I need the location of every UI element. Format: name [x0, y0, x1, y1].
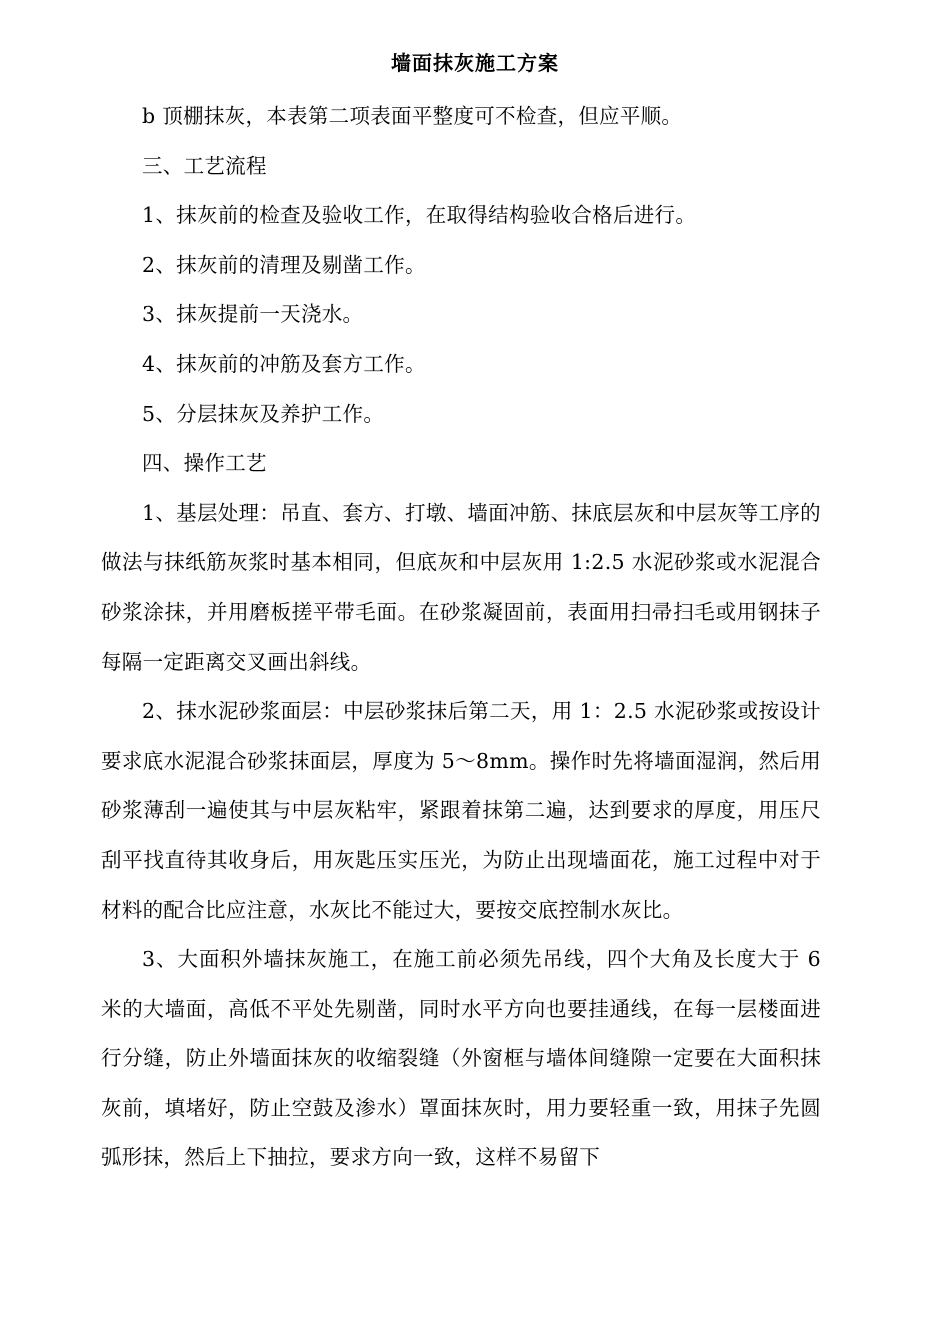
paragraph-ceiling-note: b 顶棚抹灰，本表第二项表面平整度可不检查，但应平顺。 — [142, 104, 683, 128]
process-step-3: 3、抹灰提前一天浇水。 — [142, 302, 364, 327]
section-heading-operation: 四、操作工艺 — [142, 451, 267, 476]
operation-paragraph-3: 3、大面积外墙抹灰施工，在施工前必须先吊线，四个大角及长度大于 6 米的大墙面，高低不平处先剔凿，同时水平方向也要挂通线，在每一层楼面进行分缝，防止外墙面抹灰的收缩裂缝（外窗框与墙体间缝隙一定要在大面积抹灰前，填堵好，防止空鼓及渗水）罩面抹灰时，用力要轻重一致，用抹子先圆弧形抹，然后上下抽拉，要求方向一致，这样不易留下 — [101, 947, 821, 1170]
process-step-5: 5、分层抹灰及养护工作。 — [142, 401, 385, 426]
process-step-4: 4、抹灰前的冲筋及套方工作。 — [142, 351, 426, 376]
operation-paragraph-1: 1、基层处理：吊直、套方、打墩、墙面冲筋、抹底层灰和中层灰等工序的做法与抹纸筋灰浆时基本相同，但底灰和中层灰用 1:2.5 水泥砂浆或水泥混合砂浆涂抹，并用磨板搓平带毛面。在砂浆凝固前，表面用扫帚扫毛或用钢抹子每隔一定距离交叉画出斜线。 — [101, 500, 821, 674]
process-step-1: 1、抹灰前的检查及验收工作，在取得结构验收合格后进行。 — [142, 203, 697, 228]
document-body — [101, 92, 821, 1183]
section-heading-process: 三、工艺流程 — [142, 153, 267, 178]
process-step-2: 2、抹灰前的清理及剔凿工作。 — [142, 252, 426, 277]
operation-paragraph-2: 2、抹水泥砂浆面层：中层砂浆抹后第二天，用 1：2.5 水泥砂浆或按设计要求底水泥混合砂浆抹面层，厚度为 5～8mm。操作时先将墙面湿润，然后用砂浆薄刮一遍使其与中层灰粘牢，紧跟着抹第二遍，达到要求的厚度，用压尺刮平找直待其收身后，用灰匙压实压光，为防止出现墙面花，施工过程中对于材料的配合比应注意，水灰比不能过大，要按交底控制水灰比。 — [101, 699, 821, 922]
document-title: 墙面抹灰施工方案 — [391, 51, 559, 75]
